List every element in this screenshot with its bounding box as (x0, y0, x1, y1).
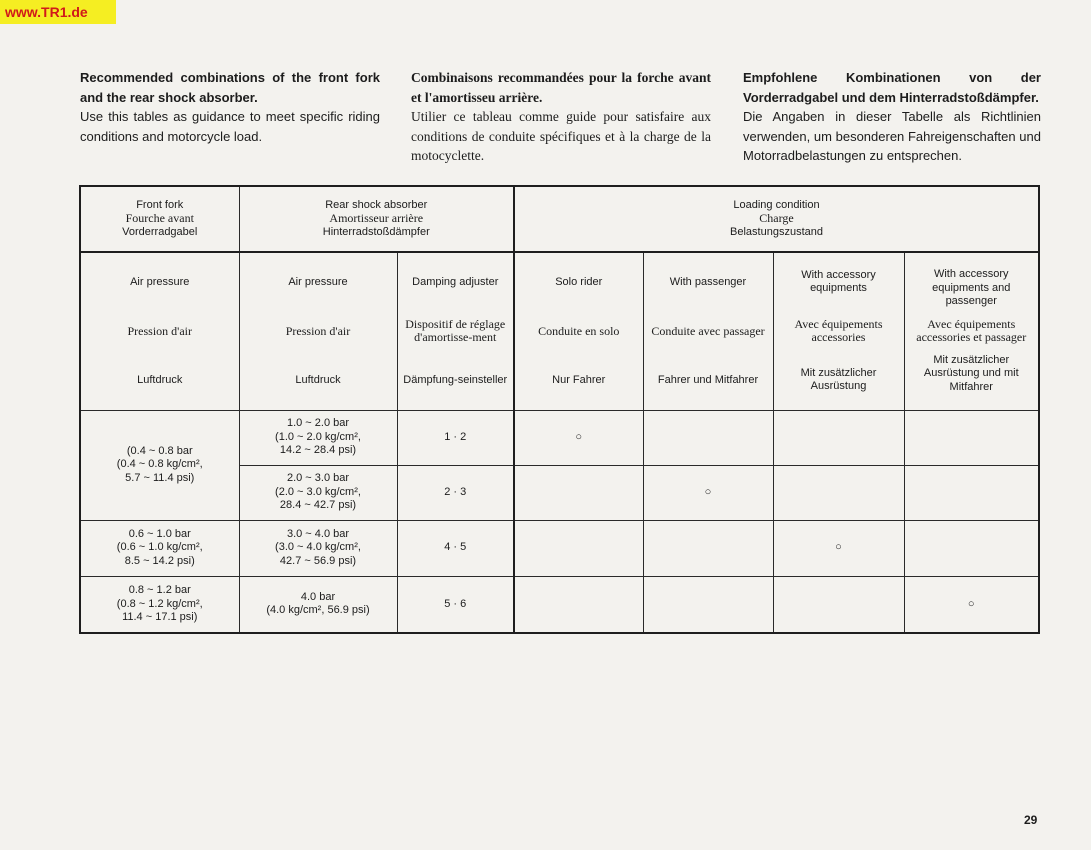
sub-header-solo-rider (514, 252, 643, 410)
sub-header-fr: Avec équipements accessories (794, 316, 883, 345)
rear-pressure-cell (239, 520, 397, 576)
sub-header-en: Solo rider (555, 275, 603, 288)
solo-rider-mark (514, 576, 643, 633)
solo-rider-mark (514, 520, 643, 576)
table-row (80, 576, 1039, 633)
intro-german (743, 68, 1041, 166)
front-fork-group-header (80, 186, 239, 252)
intro-french (411, 68, 711, 166)
sub-header-rear-air-pressure (239, 252, 397, 410)
intro-german-heading: Empfohlene Kombinationen von der Vorderradgabel und dem Hinterradstoßdämpfer. (743, 70, 1041, 105)
sub-header-de: Nur Fahrer (552, 373, 606, 386)
front-pressure-kg: (0.8 ~ 1.2 kg/cm², (116, 597, 203, 610)
page-number: 29 (1024, 813, 1038, 827)
sub-header-en: Air pressure (288, 275, 348, 288)
sub-header-fr: Dispositif de réglage d'amortisse-ment (405, 316, 506, 345)
rear-pressure-kg: (1.0 ~ 2.0 kg/cm², (275, 430, 361, 443)
loading-label-en: Loading condition (733, 198, 820, 211)
rear-pressure-kg: (4.0 kg/cm², 56.9 psi) (266, 604, 370, 617)
with-accessory-mark (773, 410, 904, 465)
sub-header-de: Luftdruck (137, 373, 183, 386)
rear-pressure-bar: 2.0 ~ 3.0 bar (286, 472, 350, 485)
front-pressure-bar: 0.6 ~ 1.0 bar (128, 527, 191, 540)
sub-header-fr: Conduite avec passager (651, 323, 765, 338)
front-pressure-bar: (0.4 ~ 0.8 bar (126, 444, 193, 457)
loading-label-fr: Charge (759, 211, 794, 226)
sub-header-accessory-and-passenger (904, 252, 1039, 410)
front-pressure-kg: (0.6 ~ 1.0 kg/cm², (116, 541, 203, 554)
intro-german-text: Die Angaben in dieser Tabelle als Richtlinien verwenden, um besonderen Fahreigenschaften und Motorradbelastungen zu entsprechen. (743, 109, 1041, 163)
rear-pressure-bar: 3.0 ~ 4.0 bar (286, 527, 350, 540)
damping-setting: 1 · 2 (397, 410, 514, 465)
front-pressure-psi: 5.7 ~ 11.4 psi) (125, 471, 195, 484)
with-passenger-mark (643, 410, 773, 465)
watermark: www.TR1.de (0, 0, 116, 24)
table-row (80, 410, 1039, 465)
sub-header-with-passenger (643, 252, 773, 410)
with-accessory-mark (773, 465, 904, 520)
rear-pressure-psi: 14.2 ~ 28.4 psi) (279, 444, 357, 457)
with-accessory-mark: ○ (773, 520, 904, 576)
sub-header-fr: Conduite en solo (538, 323, 620, 338)
front-pressure-psi: 11.4 ~ 17.1 psi) (122, 611, 198, 623)
rear-pressure-kg: (2.0 ~ 3.0 kg/cm², (275, 485, 361, 498)
sub-header-de: Fahrer und Mitfahrer (657, 373, 759, 386)
rear-pressure-psi: 28.4 ~ 42.7 psi) (279, 499, 357, 512)
solo-rider-mark (514, 465, 643, 520)
front-pressure-cell (80, 410, 239, 520)
group-header-row (80, 186, 1039, 252)
with-passenger-mark (643, 576, 773, 633)
rear-shock-label-fr: Amortisseur arrière (329, 211, 424, 226)
sub-header-de: Mit zusätzlicher Ausrüstung (800, 366, 877, 393)
accessory-and-passenger-mark (904, 465, 1039, 520)
front-fork-label-de: Vorderradgabel (122, 225, 198, 238)
sub-header-en: Air pressure (130, 275, 190, 288)
front-pressure-psi: 8.5 ~ 14.2 psi) (124, 554, 195, 567)
sub-header-damping-adjuster (397, 252, 514, 410)
intro-english-heading: Recommended combinations of the front fork and the rear shock absorber. (80, 70, 380, 105)
rear-shock-group-header (239, 186, 514, 252)
front-pressure-cell (80, 520, 239, 576)
sub-header-de: Luftdruck (295, 373, 341, 386)
solo-rider-mark: ○ (514, 410, 643, 465)
sub-header-de: Mit zusätzlicher Ausrüstung und mit Mitfahrer (923, 353, 1019, 393)
damping-setting: 5 · 6 (397, 576, 514, 633)
rear-pressure-cell (239, 410, 397, 465)
sub-header-en: Damping adjuster (412, 275, 499, 288)
intro-french-heading: Combinaisons recommandées pour la forche avant et l'amortisseu arrière. (411, 70, 711, 105)
table-row (80, 520, 1039, 576)
with-passenger-mark: ○ (643, 465, 773, 520)
intro-english (80, 68, 380, 146)
rear-pressure-psi: 42.7 ~ 56.9 psi) (279, 554, 357, 567)
rear-pressure-kg: (3.0 ~ 4.0 kg/cm², (275, 541, 361, 554)
sub-header-de: Dämpfung-seinsteller (403, 373, 508, 386)
sub-header-en: With accessory equipments and passenger (932, 268, 1011, 308)
rear-pressure-bar: 1.0 ~ 2.0 bar (286, 417, 350, 430)
sub-header-row (80, 252, 1039, 410)
intro-french-text: Utilier ce tableau comme guide pour satisfaire aux conditions de conduite spécifiques et à la charge de la motocyclette. (411, 109, 711, 163)
rear-shock-label-de: Hinterradstoßdämpfer (322, 225, 430, 238)
sub-header-en: With accessory equipments (801, 268, 876, 295)
sub-header-front-air-pressure (80, 252, 239, 410)
rear-shock-label-en: Rear shock absorber (325, 198, 428, 211)
accessory-and-passenger-mark: ○ (904, 576, 1039, 633)
with-accessory-mark (773, 576, 904, 633)
front-fork-label-en: Front fork (136, 198, 184, 211)
rear-pressure-bar: 4.0 bar (300, 590, 336, 603)
front-pressure-bar: 0.8 ~ 1.2 bar (128, 584, 191, 596)
accessory-and-passenger-mark (904, 520, 1039, 576)
with-passenger-mark (643, 520, 773, 576)
sub-header-with-accessory (773, 252, 904, 410)
front-fork-label-fr: Fourche avant (125, 211, 194, 226)
combination-table (79, 185, 1040, 634)
front-pressure-cell (80, 576, 239, 633)
sub-header-en: With passenger (669, 275, 747, 288)
loading-label-de: Belastungszustand (730, 225, 823, 238)
front-pressure-kg: (0.4 ~ 0.8 kg/cm², (116, 458, 203, 471)
loading-group-header (514, 186, 1039, 252)
sub-header-fr: Pression d'air (285, 323, 351, 338)
rear-pressure-cell (239, 576, 397, 633)
accessory-and-passenger-mark (904, 410, 1039, 465)
sub-header-fr: Pression d'air (127, 323, 192, 338)
intro-english-text: Use this tables as guidance to meet specific riding conditions and motorcycle load. (80, 109, 380, 144)
rear-pressure-cell (239, 465, 397, 520)
damping-setting: 2 · 3 (397, 465, 514, 520)
damping-setting: 4 · 5 (397, 520, 514, 576)
sub-header-fr: Avec équipements accessories et passager (916, 316, 1027, 345)
